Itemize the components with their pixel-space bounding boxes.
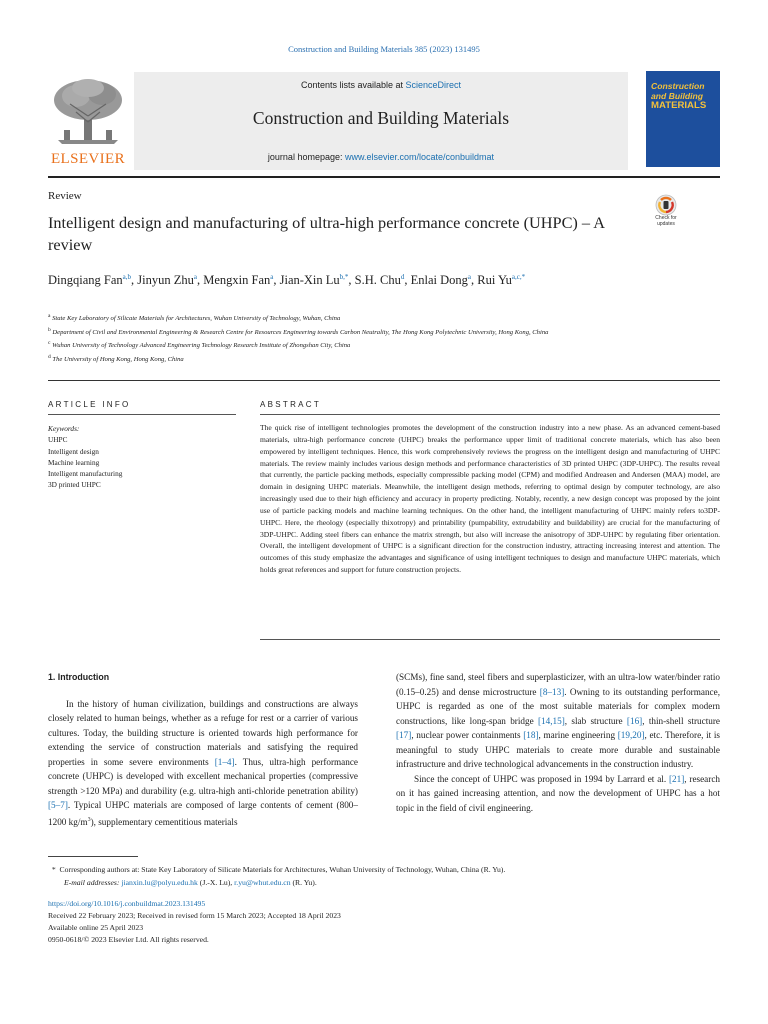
affiliation-key: c (48, 340, 51, 347)
affiliation-item (48, 325, 648, 339)
contents-line (134, 80, 628, 90)
text-run: ), supplementary cementitious materials (90, 816, 238, 827)
cover-title (651, 81, 706, 111)
homepage-link[interactable]: www.elsevier.com/locate/conbuildmat (344, 152, 495, 162)
abstract-text: The quick rise of intelligent technologies promotes the development of the construction industry into a new phase. As an advanced cement-based materials, ultra-high performance concrete (UHPC) breaks the performance upper limit of traditional concrete materials, which has also been empowered by intelligent techniques. Hence, this work comprehensively reviews the progress on the intelligent design and manufacturing of UHPC materials. The review mainly includes various design methods and performance characteristics of 3D printed UHPC (3DP-UHPC). The results reveal that currently, the particle packing methods, especially compressible packing model (CPM) and modified Andreasen and Andersen (MAA) model, are domain in designing UHPC materials. Meanwhile, the intelligent design methods, referring to optimal design by computer technology, are also increasingly used due to their high efficiency and accuracy in property predicting. Notably, recently, a new design concept was proposed by the joint use of particle packing models and machine learning techniques. On the other hand, the intelligent manufacturing of UHPC mainly refers to3DP-UHPC. Here, the rheology (especially thixotropy) and printability (pumpability, extrudability and buildability) are crucial for the manufacturing of 3DP-UHPC. Adding steel fibers can enhance the matrix strength, but also will increase the anisotropy of 3DP-UHPC by regulating fiber orientation. Overall, the intelligent development of UHPC is a significant direction for the construction industry, attracting increasing interest and attention. The outcomes of this study emphasize the advantages and significance of using intelligent techniques to design and manufacture UHPC materials, which holds great references and support for future construction projects. (260, 423, 720, 575)
text-run: In the history of human civilization, buildings and constructions are always closely related to human beings, whether as a refuge for rest or a carrier of various cultures. Today, the building structure is oriented towards high performance for extending the service of construction materials and satisfying the required properties in some severe environments (48, 698, 358, 767)
abstract-bottom-rule (260, 639, 720, 640)
author-affiliation-marker[interactable]: a,b (122, 273, 132, 281)
intro-column-right (396, 670, 720, 815)
keyword-item: Machine learning (48, 457, 100, 467)
affiliation-item (48, 311, 648, 325)
sciencedirect-link[interactable]: ScienceDirect (405, 80, 462, 90)
available-online: Available online 25 April 2023 (48, 923, 144, 932)
text-run: , research on it has gained increasing attention, and now the development of UHPC has a hot topic in the field of civil engineering. (396, 773, 720, 813)
superscript: 3 (87, 816, 91, 823)
text-run: . Typical UHPC materials are composed of large contents of cement (800–1200 kg/m (48, 800, 358, 827)
author-separator: , (348, 273, 355, 288)
corresponding-authors: * Corresponding authors at: State Key Laboratory of Silicate Materials for Architectures, Wuhan University of Technology, Wuhan, China (R. Yu). (48, 865, 506, 874)
check-updates-line-2: updates (657, 220, 675, 227)
journal-cover[interactable] (646, 71, 720, 167)
journal-name: Construction and Building Materials (252, 108, 510, 128)
author-affiliation-marker[interactable]: a (467, 273, 472, 281)
citation-link[interactable]: [8–13] (539, 686, 565, 697)
author-name[interactable]: Rui Yu (477, 273, 512, 288)
journal-header (48, 70, 628, 170)
corresponding-footnote (48, 864, 720, 889)
citation-link[interactable]: [5–7] (48, 800, 68, 810)
text-run: , slab structure (564, 715, 627, 726)
article-info-heading: ARTICLE INFO (48, 400, 131, 409)
cover-line-2: and Building (651, 91, 704, 101)
copyright: 0950-0618/© 2023 Elsevier Ltd. All rights reserved. (48, 935, 209, 944)
doi-link[interactable]: https://doi.org/10.1016/j.conbuildmat.2023.131495 (48, 899, 206, 908)
author-affiliation-marker[interactable]: d (400, 273, 405, 281)
author-separator: , (196, 273, 204, 288)
text-run: Since the concept of UHPC was proposed in 1994 by Larrard et al. (414, 773, 669, 784)
email-label: E-mail addresses: (64, 877, 120, 887)
abstract-rule (260, 414, 720, 415)
author-affiliation-marker[interactable]: a (270, 273, 274, 281)
publication-info (48, 898, 720, 946)
journal-reference[interactable]: Construction and Building Materials 385 (2023) 131495 (288, 44, 480, 54)
affiliation-divider (48, 380, 720, 381)
affiliations (48, 311, 648, 366)
article-title: Intelligent design and manufacturing of ultra-high performance concrete (UHPC) – A review (48, 213, 605, 254)
author-name[interactable]: Jian-Xin Lu (279, 273, 340, 288)
citation-link[interactable]: [17] (396, 730, 412, 740)
citation-link[interactable]: [16] (626, 715, 643, 726)
check-for-updates-badge[interactable] (649, 194, 683, 228)
author-list (48, 268, 668, 289)
corresponding-text: Corresponding authors at: State Key Laboratory of Silicate Materials for Architectures, Wuhan University of Technology, Wuhan, China (R. Yu). (59, 865, 506, 874)
cover-line-1: Construction (651, 81, 705, 91)
author-affiliation-marker[interactable]: a,c,* (511, 273, 526, 281)
keywords-block (48, 423, 238, 491)
header-divider (48, 176, 720, 178)
keyword-item: Intelligent design (48, 446, 99, 456)
affiliation-key: a (48, 313, 51, 319)
email-owner: (R. Yu). (290, 877, 317, 887)
keyword-item: UHPC (48, 435, 68, 445)
citation-link[interactable]: [1–4] (214, 756, 235, 767)
contents-prefix: Contents lists available at (300, 80, 406, 90)
intro-column-left (48, 670, 358, 829)
citation-link[interactable]: [21] (668, 773, 685, 784)
check-updates-icon (649, 194, 683, 216)
author-separator: , (471, 273, 478, 288)
affiliation-text: State Key Laboratory of Silicate Materials for Architectures, Wuhan University of Technology, Wuhan, China (52, 315, 341, 323)
text-run: , marine engineering (538, 730, 618, 740)
author-name[interactable]: Mengxin Fan (203, 273, 271, 288)
text-run: , etc. Therefore, it is meaningful to study UHPC materials to create more durable and sustainable infrastructure and drive technological advancements in the construction industry. (396, 730, 721, 769)
author-affiliation-marker[interactable]: b,* (339, 273, 349, 281)
text-run: , thin-shell structure (642, 715, 720, 726)
article-info-rule (48, 414, 236, 415)
affiliation-text: Department of Civil and Environmental Engineering & Research Centre for Resources Engineering towards Carbon Neutrality, The Hong Kong Polytechnic University, Hong Kong, China (52, 328, 549, 336)
check-updates-line-1: Check for (655, 215, 677, 221)
author-affiliation-marker[interactable]: a (193, 273, 197, 281)
intro-paragraph-2 (396, 772, 720, 816)
text-run: (SCMs), fine sand, steel fibers and superplasticizer, with an ultra-low water/binder ratio (0.15–0.25) and dense microstructure (396, 672, 720, 697)
homepage-line (134, 152, 628, 162)
journal-header-panel (134, 72, 628, 170)
affiliation-text: Wuhan University of Technology Advanced Engineering Technology Research Institute of Zhongshan City, China (52, 342, 351, 350)
affiliation-key: d (48, 354, 51, 361)
text-run: . Thus, ultra-high performance concrete (UHPC) is developed with excellent mechanical properties (compressive strength >120 MPa) and durability (e.g. ultra-high anti-chloride penetration ability) (48, 756, 359, 796)
affiliation-text: The University of Hong Kong, Hong Kong, China (52, 356, 184, 364)
affiliation-key: b (48, 326, 51, 333)
article-type: Review (48, 190, 82, 202)
author-separator: , (131, 273, 138, 288)
author-name[interactable]: S.H. Chu (354, 273, 401, 288)
affiliation-item (48, 352, 648, 366)
email-line (48, 877, 720, 890)
affiliation-item (48, 338, 648, 352)
author-separator: , (273, 273, 280, 288)
keyword-item: 3D printed UHPC (48, 480, 101, 490)
received-dates: Received 22 February 2023; Received in revised form 15 March 2023; Accepted 18 April 2023 (48, 911, 341, 920)
citation-link[interactable]: [19,20] (617, 730, 645, 740)
author-name[interactable]: Enlai Dong (410, 273, 468, 288)
keyword-item: Intelligent manufacturing (48, 469, 123, 479)
elsevier-wordmark: ELSEVIER (50, 151, 126, 167)
text-run: , nuclear power containments (411, 730, 524, 740)
email-link-yu[interactable]: r.yu@whut.edu.cn (234, 877, 291, 887)
abstract-heading: ABSTRACT (260, 400, 322, 409)
homepage-prefix: journal homepage: (267, 152, 345, 162)
intro-paragraph-1 (48, 697, 358, 830)
cover-line-3: MATERIALS (651, 100, 707, 111)
intro-paragraph-1-continued (396, 670, 720, 772)
email-owner: (J.-X. Lu), (197, 877, 235, 887)
author-name[interactable]: Jinyun Zhu (137, 273, 194, 288)
citation-link[interactable]: [14,15] (537, 715, 565, 726)
keywords-list (48, 434, 238, 490)
footnote-divider (48, 856, 138, 857)
citation-link[interactable]: [18] (523, 730, 539, 740)
author-name[interactable]: Dingqiang Fan (48, 273, 123, 288)
check-updates-label (649, 216, 683, 227)
email-link-lu[interactable]: jianxin.lu@polyu.edu.hk (121, 877, 198, 887)
author-separator: , (404, 273, 411, 288)
text-run: . Owning to its outstanding performance, UHPC is regarded as one of the most suitable materials for complex modern constructions, like long-span bridge (396, 686, 720, 726)
keywords-label: Keywords: (48, 424, 80, 433)
intro-heading: 1. Introduction (48, 672, 110, 682)
